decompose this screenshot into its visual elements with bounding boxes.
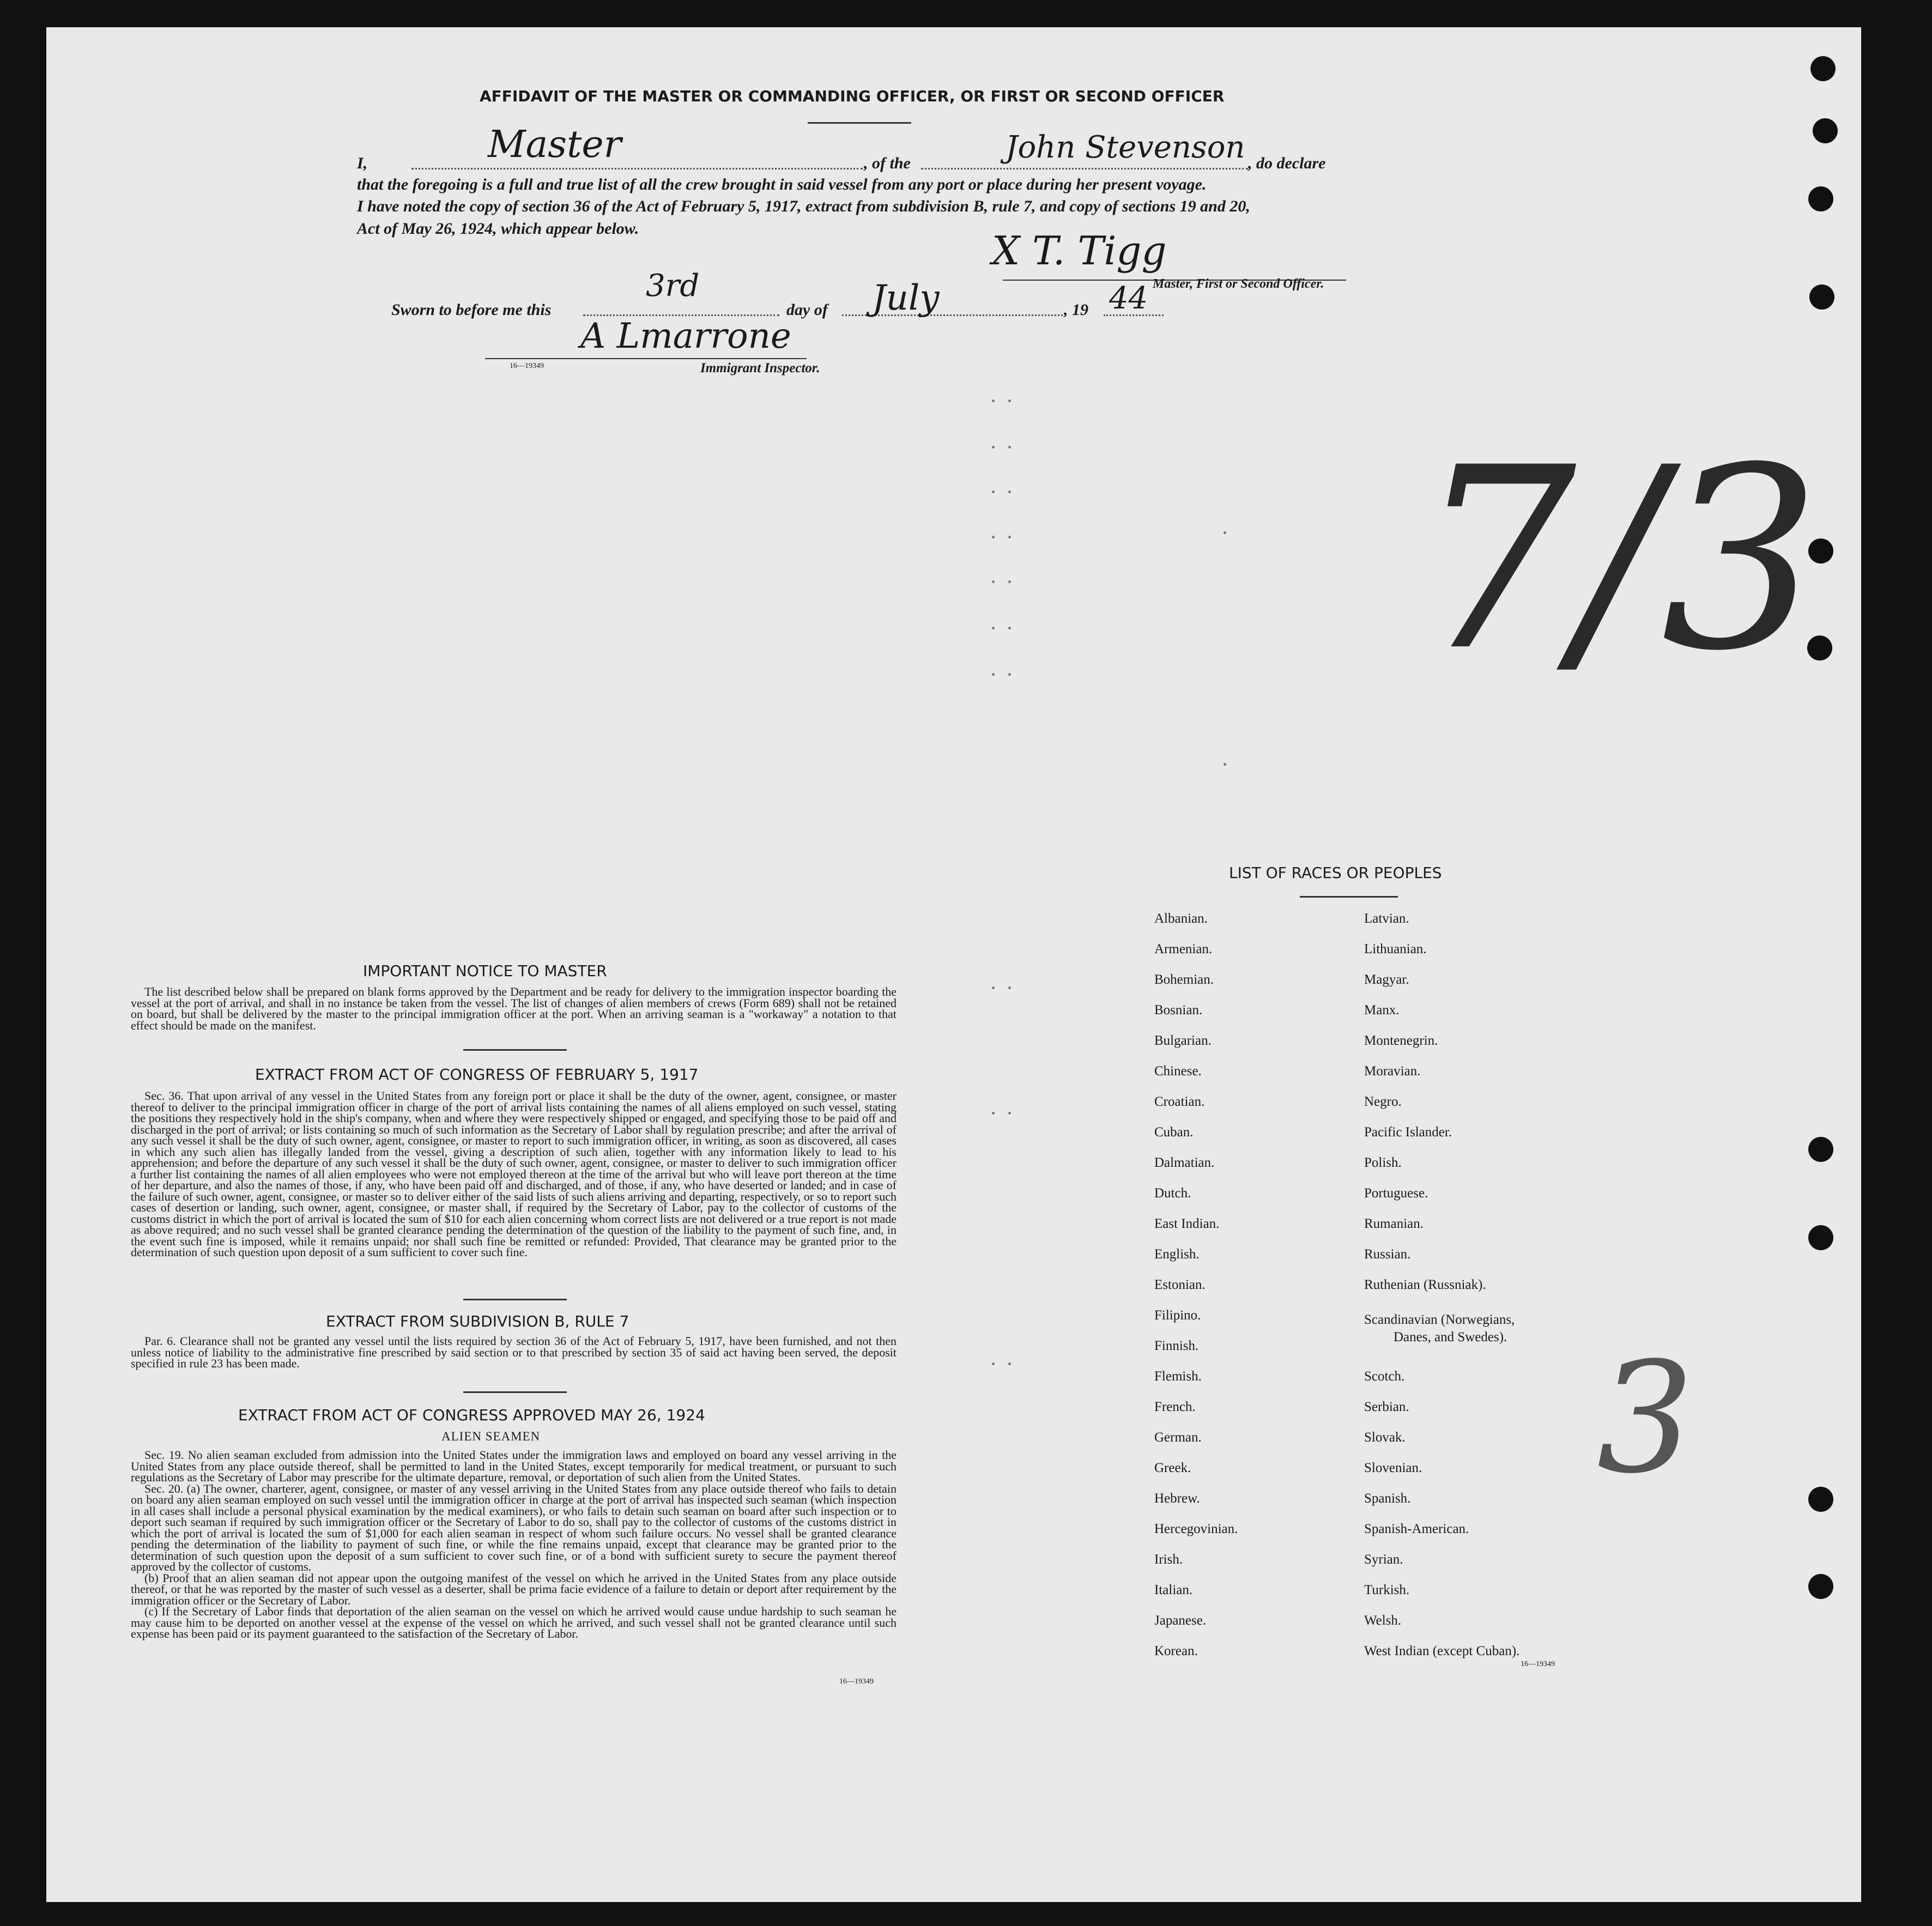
sec-20b-paragraph: (b) Proof that an alien seaman did not appear upon the outgoing manifest of the vessel on which he arrived in the United States from any place outside thereof, or that he was reported by the master of such vessel as a deserter, shall be prima facie evidence of a failure to detain or deport after requirement by the immigration officer or the Secretary of Labor. bbox=[131, 1571, 897, 1607]
scan-dot bbox=[992, 399, 995, 402]
punch-hole bbox=[1808, 1225, 1833, 1250]
race-item: East Indian. bbox=[1154, 1216, 1220, 1231]
scan-dot bbox=[992, 580, 995, 583]
form-number: 16—19349 bbox=[1521, 1660, 1555, 1668]
scan-dot bbox=[1008, 627, 1011, 629]
signature-handwritten: X T. Tigg bbox=[992, 228, 1167, 274]
race-item: Ruthenian (Russniak). bbox=[1364, 1277, 1486, 1292]
race-item: West Indian (except Cuban). bbox=[1364, 1644, 1520, 1658]
extract-1924-title: EXTRACT FROM ACT OF CONGRESS APPROVED MAY 26, 1924 bbox=[238, 1406, 705, 1424]
extract-1924-text bbox=[131, 1450, 897, 1640]
scan-dot bbox=[1008, 673, 1011, 676]
race-item: Chinese. bbox=[1154, 1064, 1202, 1079]
section-divider bbox=[463, 1049, 567, 1051]
section-divider bbox=[463, 1299, 567, 1300]
race-item: French. bbox=[1154, 1400, 1196, 1414]
race-item: Danes, and Swedes). bbox=[1394, 1330, 1507, 1344]
heading-divider bbox=[808, 122, 911, 124]
day-handwritten: 3rd bbox=[646, 268, 700, 304]
par-6-paragraph: Par. 6. Clearance shall not be granted any vessel until the lists required by section 36 of the Act of February 5, 1917, have been furnished, and not then unless notice of liability to the administrative fine prescribed by said section or to that prescribed by section 35 of said act having been served, the deposit specified in rule 23 has been made. bbox=[131, 1334, 897, 1370]
race-item: Russian. bbox=[1364, 1247, 1411, 1262]
affidavit-line-4: Act of May 26, 1924, which appear below. bbox=[357, 220, 639, 238]
scan-dot bbox=[992, 1362, 995, 1365]
race-item: Estonian. bbox=[1154, 1277, 1206, 1292]
extract-1917-title: EXTRACT FROM ACT OF CONGRESS OF FEBRUARY 5, 1917 bbox=[255, 1065, 699, 1083]
punch-hole bbox=[1810, 56, 1836, 81]
race-item: Slovak. bbox=[1364, 1430, 1406, 1445]
race-item: Japanese. bbox=[1154, 1613, 1207, 1628]
race-item: Bulgarian. bbox=[1154, 1033, 1212, 1048]
race-item: Manx. bbox=[1364, 1003, 1400, 1017]
race-item: Montenegrin. bbox=[1364, 1033, 1438, 1048]
race-item: Cuban. bbox=[1154, 1125, 1194, 1140]
punch-hole bbox=[1808, 1487, 1833, 1512]
scan-dot bbox=[992, 986, 995, 989]
sec-20a-paragraph: Sec. 20. (a) The owner, charterer, agent, consignee, or master of any vessel arriving in the United States from any place outside thereof who fails to detain on board any alien seaman employed on such vessel until the immigration officer in charge at the port of arrival has inspected such seaman (which inspection in all cases shall include a personal physical examination by the medical examiners), or who fails to detain such seaman on board after such inspection or to deport such seaman if required by such immigration officer or the Secretary of Labor to do so, shall pay to the collector of customs of the customs district in which the port of arrival is located the sum of $1,000 for each alien seaman in respect of whom such failure occurs. No vessel shall be granted clearance pending the determination of the liability to payment of such fine, or while the fine remains unpaid, except that clearance may be granted prior to the determination of such question upon the deposit of a sum sufficient to cover such fine, or of a bond with sufficient surety to secure the payment thereof approved by the collector of customs. bbox=[131, 1481, 897, 1573]
race-item: Flemish. bbox=[1154, 1369, 1202, 1384]
vessel-handwritten: John Stevenson bbox=[1006, 130, 1245, 165]
race-item: Hercegovinian. bbox=[1154, 1522, 1238, 1536]
race-item: Syrian. bbox=[1364, 1552, 1403, 1567]
race-item: Latvian. bbox=[1364, 911, 1409, 926]
punch-hole bbox=[1809, 284, 1834, 310]
affidavit-line-2: that the foregoing is a full and true list of all the crew brought in said vessel from any port or place during her present voyage. bbox=[357, 175, 1207, 193]
pencil-number-large: 7/3 bbox=[1417, 414, 1821, 706]
races-title: LIST OF RACES OR PEOPLES bbox=[1229, 864, 1442, 882]
scan-dot bbox=[1008, 490, 1011, 493]
race-item: Spanish. bbox=[1364, 1491, 1411, 1506]
race-item: Portuguese. bbox=[1364, 1186, 1428, 1201]
scan-dot bbox=[1008, 1112, 1011, 1115]
punch-hole bbox=[1813, 118, 1838, 143]
scan-dot bbox=[992, 673, 995, 676]
signature-label: Master, First or Second Officer. bbox=[1153, 277, 1324, 291]
race-item: Bohemian. bbox=[1154, 972, 1214, 987]
year-handwritten: 44 bbox=[1109, 281, 1148, 316]
notice-paragraph: The list described below shall be prepared on blank forms approved by the Department and be ready for delivery to the immigration inspector boarding the vessel at the port of arrival, and shall in no instance be taken from the vessel. The list of changes of alien members of crews (Form 689) shall not be retained on board, but shall be delivered by the master to the principal immigration officer at the port. When an arriving seaman is a "workaway" a notation to that effect should be made on the manifest. bbox=[131, 985, 897, 1032]
punch-hole bbox=[1808, 1574, 1833, 1599]
scan-dot bbox=[992, 490, 995, 493]
race-item: Magyar. bbox=[1364, 972, 1409, 987]
i-label: I, bbox=[357, 154, 368, 172]
alien-seamen-subtitle: ALIEN SEAMEN bbox=[441, 1430, 541, 1443]
race-item: Pacific Islander. bbox=[1364, 1125, 1452, 1140]
scan-dot bbox=[1008, 536, 1011, 538]
race-item: Dutch. bbox=[1154, 1186, 1191, 1201]
form-number: 16—19349 bbox=[510, 362, 544, 370]
notice-title: IMPORTANT NOTICE TO MASTER bbox=[363, 962, 607, 980]
race-item: Bosnian. bbox=[1154, 1003, 1203, 1017]
punch-hole bbox=[1808, 186, 1833, 211]
race-item: German. bbox=[1154, 1430, 1202, 1445]
affidavit-heading: AFFIDAVIT OF THE MASTER OR COMMANDING OFFICER, OR FIRST OR SECOND OFFICER bbox=[480, 87, 1225, 105]
race-item: Welsh. bbox=[1364, 1613, 1402, 1628]
vessel-line bbox=[921, 168, 1248, 169]
race-item: Dalmatian. bbox=[1154, 1155, 1215, 1170]
race-item: Polish. bbox=[1364, 1155, 1402, 1170]
inspector-handwritten: A Lmarrone bbox=[580, 316, 791, 356]
race-item: Spanish-American. bbox=[1364, 1522, 1469, 1536]
race-item: Albanian. bbox=[1154, 911, 1208, 926]
race-item: Slovenian. bbox=[1364, 1461, 1422, 1475]
scan-dot bbox=[992, 1112, 995, 1115]
race-item: Scotch. bbox=[1364, 1369, 1405, 1384]
form-number: 16—19349 bbox=[839, 1677, 874, 1686]
extract-1917-text bbox=[131, 1091, 897, 1258]
pencil-number-small: 3 bbox=[1597, 1330, 1694, 1507]
scan-dot bbox=[1224, 531, 1226, 534]
scan-dot bbox=[1008, 399, 1011, 402]
race-item: English. bbox=[1154, 1247, 1200, 1262]
year-prefix: , 19 bbox=[1064, 301, 1088, 319]
race-item: Scandinavian (Norwegians, bbox=[1364, 1312, 1515, 1327]
scan-dot bbox=[1008, 986, 1011, 989]
scan-dot bbox=[992, 446, 995, 449]
race-item: Lithuanian. bbox=[1364, 942, 1427, 956]
race-item: Korean. bbox=[1154, 1644, 1198, 1658]
day-of-label: day of bbox=[786, 301, 828, 319]
race-item: Finnish. bbox=[1154, 1338, 1199, 1353]
scan-dot bbox=[1008, 1362, 1011, 1365]
section-divider bbox=[463, 1391, 567, 1393]
inspector-label: Immigrant Inspector. bbox=[700, 361, 820, 375]
race-item: Armenian. bbox=[1154, 942, 1213, 956]
races-divider bbox=[1300, 896, 1398, 898]
race-item: Rumanian. bbox=[1364, 1216, 1424, 1231]
race-item: Serbian. bbox=[1364, 1400, 1409, 1414]
do-declare-label: , do declare bbox=[1248, 154, 1326, 172]
sworn-label: Sworn to before me this bbox=[391, 301, 552, 319]
of-the-label: , of the bbox=[864, 154, 911, 172]
race-item: Irish. bbox=[1154, 1552, 1183, 1567]
scan-dot bbox=[1224, 763, 1226, 766]
month-handwritten: July bbox=[872, 278, 940, 318]
race-item: Turkish. bbox=[1364, 1583, 1410, 1597]
extract-rule7-title: EXTRACT FROM SUBDIVISION B, RULE 7 bbox=[326, 1312, 629, 1330]
race-item: Hebrew. bbox=[1154, 1491, 1200, 1506]
race-item: Croatian. bbox=[1154, 1094, 1205, 1109]
extract-rule7-text bbox=[131, 1336, 897, 1370]
scan-dot bbox=[1008, 446, 1011, 449]
scan-dot bbox=[1008, 580, 1011, 583]
punch-hole bbox=[1808, 1137, 1833, 1162]
sec-20c-paragraph: (c) If the Secretary of Labor finds that deportation of the alien seaman on the vessel on which he arrived would cause undue hardship to such seaman he may cause him to be deported on another vessel at the expense of the vessel on which he arrived, and such vessel shall not be granted clearance until such expense has been paid or its payment guaranteed to the satisfaction of the Secretary of Labor. bbox=[131, 1604, 897, 1640]
scan-dot bbox=[992, 627, 995, 629]
inspector-line bbox=[485, 358, 807, 359]
race-item: Moravian. bbox=[1364, 1064, 1421, 1079]
race-item: Greek. bbox=[1154, 1461, 1191, 1475]
affidavit-line-3: I have noted the copy of section 36 of the Act of February 5, 1917, extract from subdivision B, rule 7, and copy of sections 19 and 20, bbox=[357, 197, 1250, 215]
race-item: Negro. bbox=[1364, 1094, 1402, 1109]
sec-19-paragraph: Sec. 19. No alien seaman excluded from admission into the United States under the immigration laws and employed on board any vessel arriving in the United States from any place outside thereof, shall be permitted to land in the United States, except temporarily for medical treatment, or pursuant to such regulations as the Secretary of Labor may prescribe for the ultimate departure, removal, or deportation of such alien from the United States. bbox=[131, 1448, 897, 1484]
sec-36-paragraph: Sec. 36. That upon arrival of any vessel in the United States from any foreign port or place it shall be the duty of the owner, agent, consignee, or master thereof to deliver to the principal immigration officer in charge of the port of arrival lists containing the names of all aliens employed on such vessel, stating the positions they respectively hold in the ship's company, when and where they were respectively shipped or engaged, and specifying those to be paid off and discharged in the port of arrival; or lists containing so much of such information as the Secretary of Labor shall by regulation prescribe; and after the arrival of any such vessel it shall be the duty of such owner, agent, consignee, or master to report to such immigration officer, in writing, as soon as discovered, all cases in which any such alien has illegally landed from the vessel, giving a description of such alien, together with any information likely to lead to his apprehension; and before the departure of any such vessel it shall be the duty of such owner, agent, consignee, or master to deliver to such immigration officer a further list containing the names of all alien employees who were not employed thereon at the time of the arrival but who will leave port thereon at the time of her departure, and also the names of those, if any, who have been paid off and discharged, and of those, if any, who have deserted or landed; and in case of the failure of such owner, agent, consignee, or master so to deliver either of the said lists of such aliens arriving and departing, respectively, or so to report such cases of desertion or landing, such owner, agent, consignee, or master shall, if required by the Secretary of Labor, pay to the collector of customs of the customs district in which the port of arrival is located the sum of $10 for each alien concerning whom correct lists are not delivered or a true report is not made as above required; and no such vessel shall be granted clearance pending the determination of the question of the liability to the payment of such fine, and, in the event such fine is imposed, while it remains unpaid; nor shall such fine be remitted or refunded: Provided, That clearance may be granted prior to the determination of such question upon deposit of a sum sufficient to cover such fine. bbox=[131, 1089, 897, 1259]
notice-text bbox=[131, 986, 897, 1031]
race-item: Italian. bbox=[1154, 1583, 1193, 1597]
master-handwritten: Master bbox=[488, 123, 622, 166]
master-line bbox=[411, 168, 863, 169]
scan-dot bbox=[992, 536, 995, 538]
race-item: Filipino. bbox=[1154, 1308, 1201, 1323]
